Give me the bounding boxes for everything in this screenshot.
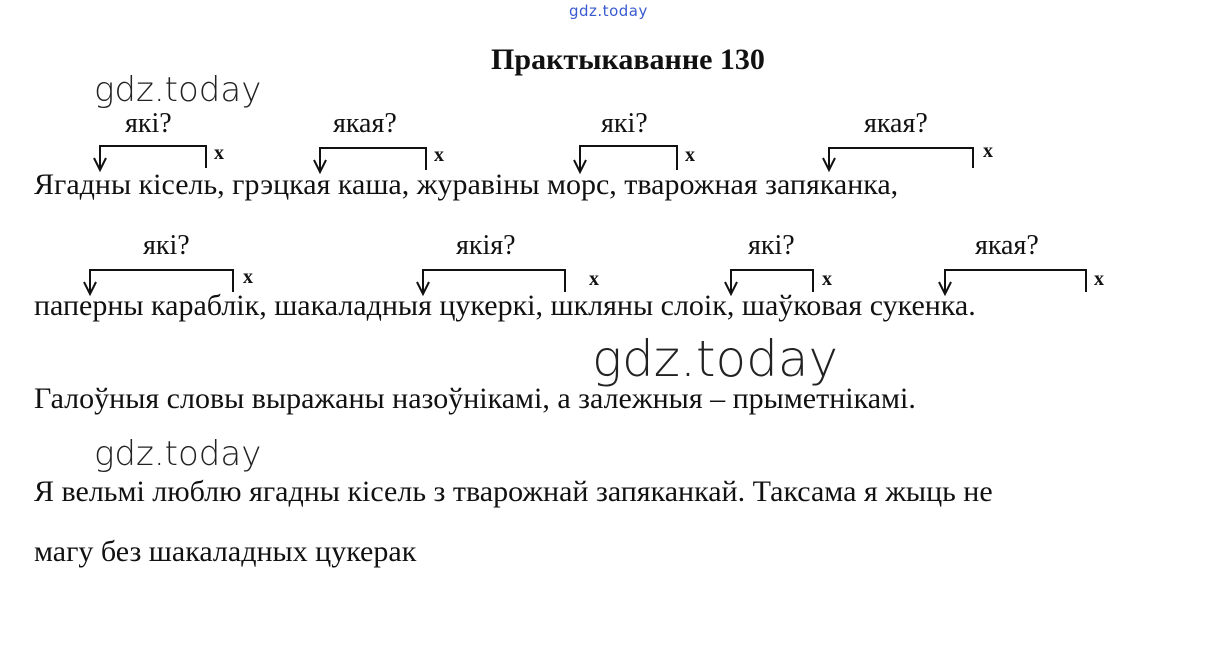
page-title: Практыкаванне 130 xyxy=(491,43,765,76)
text-line: Я вельмі люблю ягадны кісель з тварожнай запяканкай. Таксама я жыць не xyxy=(34,475,993,508)
question-label: які? xyxy=(601,108,648,139)
watermark-top: gdz.today xyxy=(569,2,648,20)
question-label: якая? xyxy=(975,230,1039,261)
cross-mark: x xyxy=(983,140,993,162)
cross-mark: x xyxy=(214,142,224,164)
question-label: які? xyxy=(748,230,795,261)
watermark: gdz.today xyxy=(592,330,839,388)
watermark: gdz.today xyxy=(94,434,262,474)
text-line: Ягадны кісель, грэцкая каша, журавіны морс, тварожная запяканка, xyxy=(34,168,899,201)
question-label: якая? xyxy=(333,108,397,139)
watermark: gdz.today xyxy=(94,70,262,110)
cross-mark: x xyxy=(822,268,832,290)
text-line: Галоўныя словы выражаны назоўнікамі, а залежныя – прыметнікамі. xyxy=(34,382,916,415)
question-label: якая? xyxy=(864,108,928,139)
cross-mark: x xyxy=(589,268,599,290)
question-label: які? xyxy=(143,230,190,261)
cross-mark: x xyxy=(685,144,695,166)
cross-mark: x xyxy=(243,266,253,288)
text-line: магу без шакаладных цукерак xyxy=(34,535,417,568)
cross-mark: x xyxy=(1094,268,1104,290)
question-label: якія? xyxy=(456,230,516,261)
text-line: паперны караблік, шакаладныя цукеркі, шкляны слоік, шаўковая сукенка. xyxy=(34,289,976,322)
cross-mark: x xyxy=(434,144,444,166)
question-label: які? xyxy=(125,108,172,139)
